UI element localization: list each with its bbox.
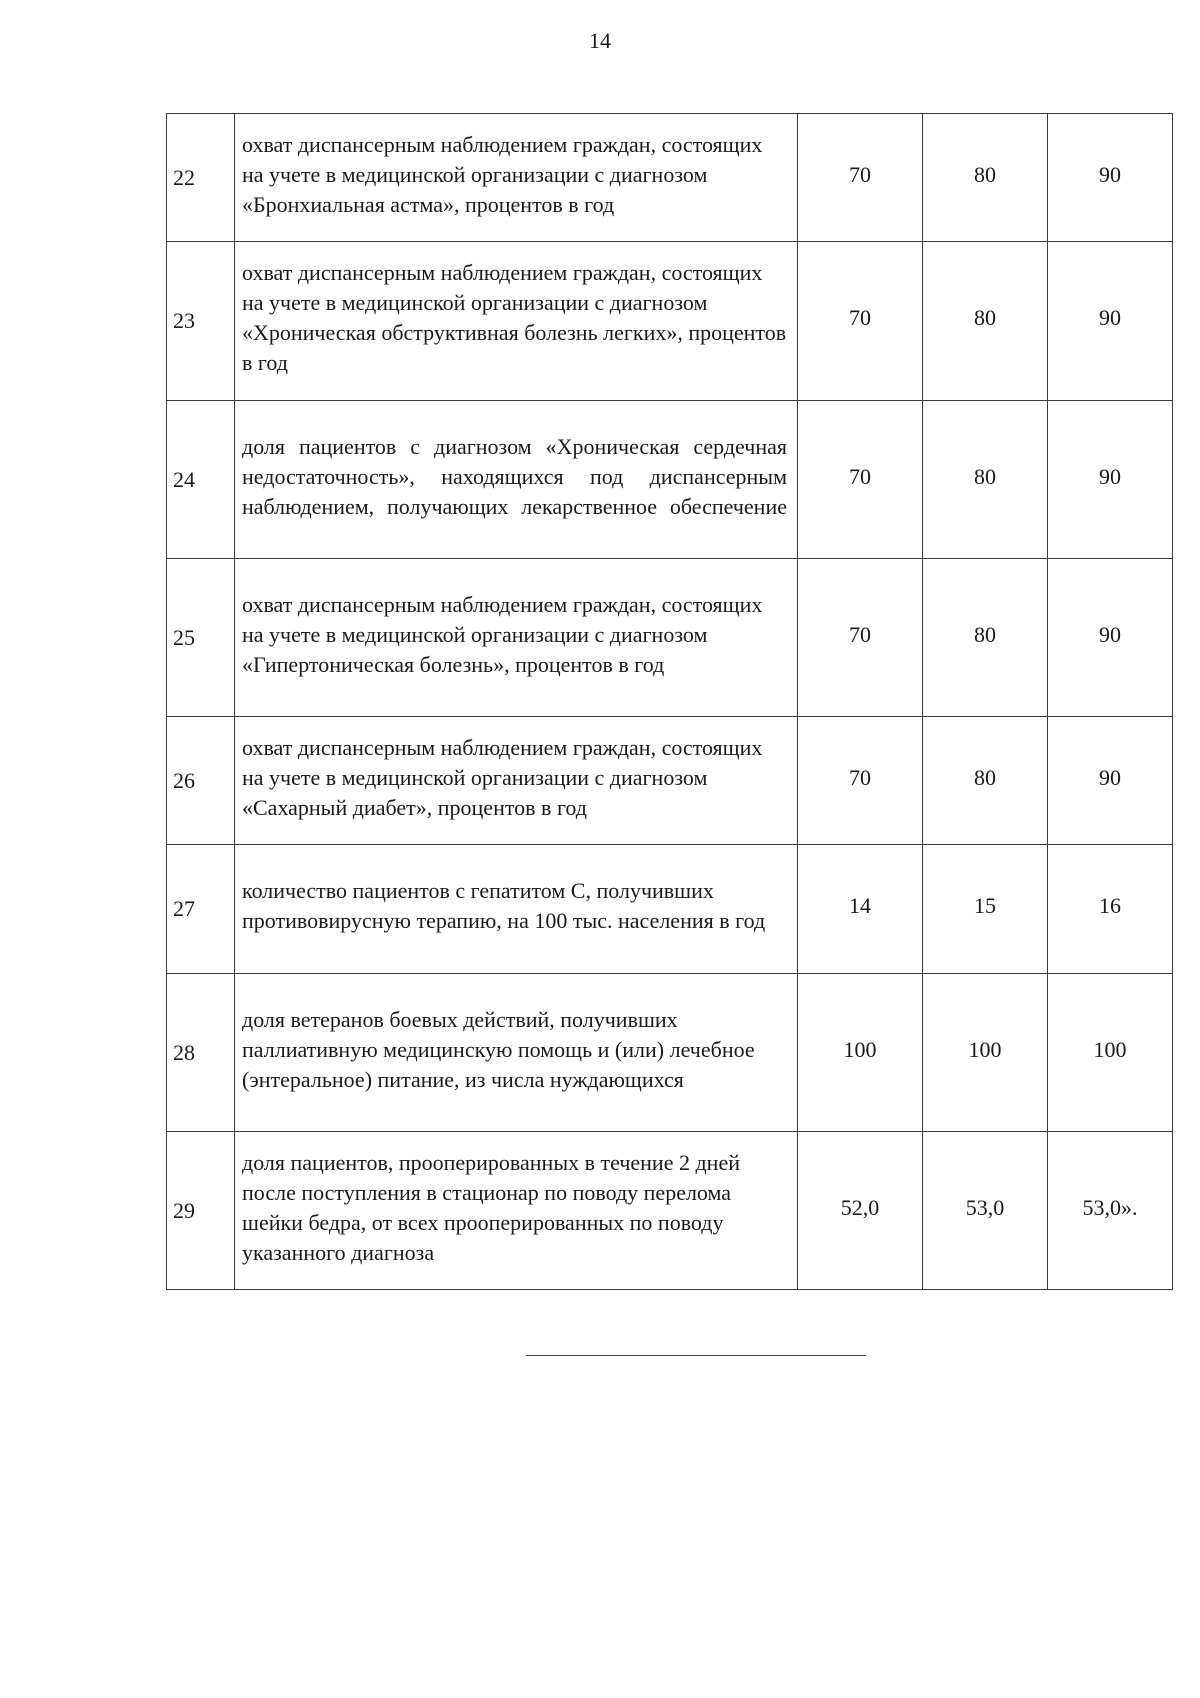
value-column-1: 52,0 — [798, 1132, 923, 1290]
footer-separator-line — [526, 1355, 866, 1356]
indicator-description: охват диспансерным наблюдением граждан, состоящих на учете в медицинской организации с диагнозом «Сахарный диабет», процентов в год — [235, 717, 798, 845]
row-number: 28 — [167, 974, 235, 1132]
table-row — [167, 974, 1173, 1132]
value-column-2: 80 — [923, 401, 1048, 559]
value-column-3: 90 — [1048, 401, 1173, 559]
table-row — [167, 401, 1173, 559]
table-row — [167, 717, 1173, 845]
value-column-1: 70 — [798, 717, 923, 845]
table-row — [167, 845, 1173, 974]
value-column-1: 100 — [798, 974, 923, 1132]
value-column-1: 70 — [798, 401, 923, 559]
row-number: 25 — [167, 559, 235, 717]
value-column-3: 53,0». — [1048, 1132, 1173, 1290]
row-number: 27 — [167, 845, 235, 974]
indicator-description: охват диспансерным наблюдением граждан, состоящих на учете в медицинской организации с диагнозом «Гипертоническая болезнь», процентов в год — [235, 559, 798, 717]
value-column-3: 90 — [1048, 242, 1173, 401]
value-column-3: 90 — [1048, 114, 1173, 242]
row-number: 29 — [167, 1132, 235, 1290]
table-row — [167, 1132, 1173, 1290]
row-number: 26 — [167, 717, 235, 845]
indicator-description: охват диспансерным наблюдением граждан, состоящих на учете в медицинской организации с диагнозом «Бронхиальная астма», процентов в год — [235, 114, 798, 242]
value-column-3: 90 — [1048, 559, 1173, 717]
row-number: 22 — [167, 114, 235, 242]
indicators-table — [166, 113, 1173, 1290]
value-column-2: 15 — [923, 845, 1048, 974]
value-column-2: 80 — [923, 114, 1048, 242]
indicator-description: доля пациентов, прооперированных в течение 2 дней после поступления в стационар по поводу перелома шейки бедра, от всех прооперированных по поводу указанного диагноза — [235, 1132, 798, 1290]
value-column-1: 70 — [798, 242, 923, 401]
table-row — [167, 242, 1173, 401]
value-column-2: 100 — [923, 974, 1048, 1132]
indicator-description: доля пациентов с диагнозом «Хроническая сердечная недостаточность», находящихся под диспансерным наблюдением, получающих лекарственное обеспечение — [235, 401, 798, 559]
value-column-3: 100 — [1048, 974, 1173, 1132]
value-column-1: 70 — [798, 559, 923, 717]
value-column-1: 14 — [798, 845, 923, 974]
value-column-2: 80 — [923, 717, 1048, 845]
value-column-1: 70 — [798, 114, 923, 242]
indicator-description: доля ветеранов боевых действий, получивших паллиативную медицинскую помощь и (или) лечебное (энтеральное) питание, из числа нуждающихся — [235, 974, 798, 1132]
indicator-description: количество пациентов с гепатитом С, получивших противовирусную терапию, на 100 тыс. населения в год — [235, 845, 798, 974]
page-number: 14 — [589, 28, 611, 53]
value-column-2: 53,0 — [923, 1132, 1048, 1290]
value-column-3: 90 — [1048, 717, 1173, 845]
indicator-description: охват диспансерным наблюдением граждан, состоящих на учете в медицинской организации с диагнозом «Хроническая обструктивная болезнь легких», процентов в год — [235, 242, 798, 401]
value-column-2: 80 — [923, 559, 1048, 717]
table-row — [167, 114, 1173, 242]
row-number: 24 — [167, 401, 235, 559]
value-column-2: 80 — [923, 242, 1048, 401]
value-column-3: 16 — [1048, 845, 1173, 974]
table-row — [167, 559, 1173, 717]
row-number: 23 — [167, 242, 235, 401]
